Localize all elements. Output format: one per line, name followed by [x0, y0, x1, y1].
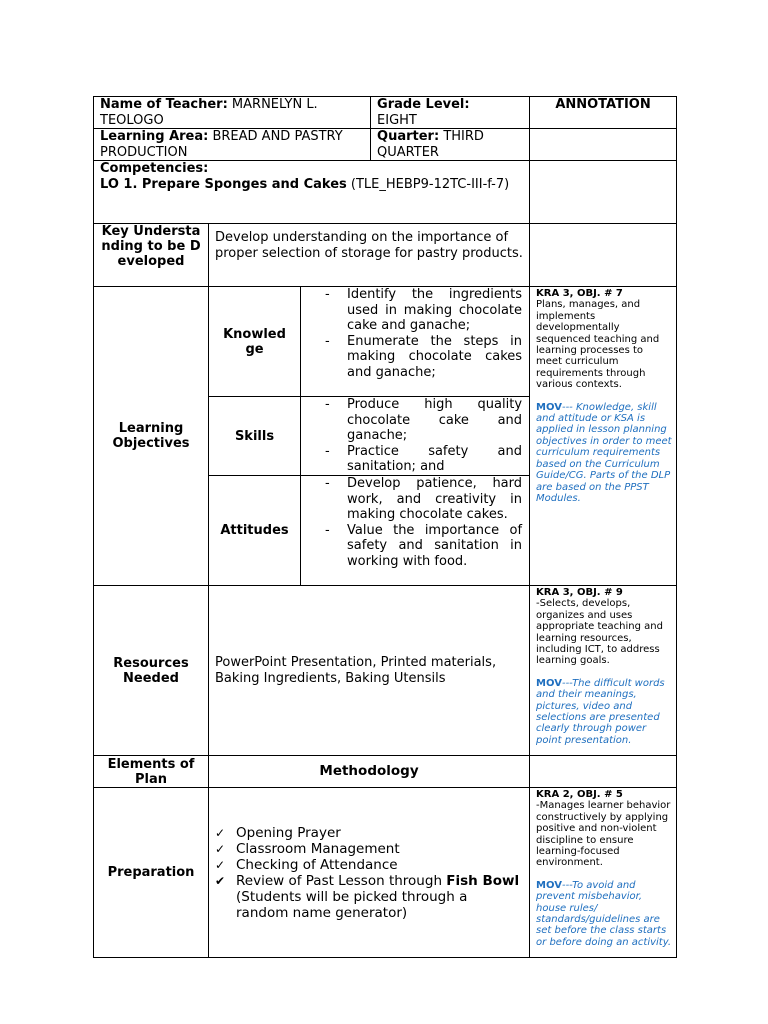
- kra-label: KRA 3, OBJ. # 7: [536, 288, 623, 299]
- lesson-plan-table: [93, 96, 677, 958]
- kra-label: KRA 2, OBJ. # 5: [536, 789, 623, 800]
- kra-description: Plans, manages, and implements developmentally sequenced teaching and learning processes to meet curriculum requirements through various contexts.: [536, 299, 660, 391]
- list-item: - Practice safety and sanitation; and: [325, 443, 523, 474]
- area-cell: [94, 129, 371, 161]
- knowledge-list: [301, 287, 522, 380]
- attitudes-label: Attitudes: [209, 476, 301, 586]
- attitudes-objectives: [301, 476, 530, 586]
- teacher-label: Name of Teacher:: [100, 97, 228, 112]
- quarter-cell: [371, 129, 530, 161]
- kra-description: -Manages learner behavior constructively by applying positive and non-violent discipline to ensure learning-focused environment.: [536, 800, 671, 869]
- mov-note: MOV---The difficult words and their meanings, pictures, video and selections are presented clearly through power point presentation.: [536, 677, 665, 746]
- elements-label: Elements of Plan: [94, 756, 209, 788]
- knowledge-objectives: [301, 287, 530, 397]
- preparation-content: [209, 788, 530, 958]
- kra-description: -Selects, develops, organizes and uses appropriate teaching and learning resources, including ICT, to address learning goals.: [536, 598, 663, 667]
- list-item: ✓ Checking of Attendance: [215, 856, 398, 873]
- methodology-header: Methodology: [209, 756, 530, 788]
- checkmark-icon: ✓: [215, 841, 226, 856]
- skills-objectives: [301, 397, 530, 476]
- dlp-document: [93, 96, 676, 958]
- annotation-empty-1: [530, 129, 677, 161]
- kra-label: KRA 3, OBJ. # 9: [536, 587, 623, 598]
- dash-bullet-icon: -: [325, 397, 330, 412]
- list-item: ✔ Review of Past Lesson through Fish Bowl (Students will be picked through a random name generator): [215, 872, 520, 921]
- competencies-cell: [94, 161, 530, 224]
- grade-cell: [371, 97, 530, 129]
- competency-lo: LO 1. Prepare Sponges and Cakes: [100, 176, 347, 192]
- teacher-value: MARNELYN L. TEOLOGO: [100, 97, 318, 128]
- dash-bullet-icon: -: [325, 443, 330, 459]
- area-value: BREAD AND PASTRY PRODUCTION: [100, 129, 343, 160]
- attitudes-list: [301, 476, 522, 569]
- mov-note: MOV--- Knowledge, skill and attitude or KSA is applied in lesson planning objectives in order to meet curriculum requirements based on the Curriculum Guide/CG. Parts of the DLP are based on the PPST Modules.: [536, 401, 672, 504]
- understanding-label: Key Understanding to be Developed: [94, 224, 209, 287]
- annotation-empty-3: [530, 224, 677, 287]
- list-item: - Produce high quality chocolate cake and ganache;: [325, 397, 523, 443]
- preparation-label: Preparation: [94, 788, 209, 958]
- quarter-value: THIRD QUARTER: [377, 129, 484, 160]
- annotation-preparation: [530, 788, 677, 958]
- annotation-empty-2: [530, 161, 677, 224]
- resources-text: PowerPoint Presentation, Printed materials, Baking Ingredients, Baking Utensils: [209, 586, 530, 756]
- mov-note: MOV---To avoid and prevent misbehavior, house rules/ standards/guidelines are set before the class starts or before doing an activity.: [536, 879, 672, 948]
- annotation-empty-4: [530, 756, 677, 788]
- competency-code: (TLE_HEBP9-12TC-III-f-7): [350, 176, 510, 192]
- list-item: - Enumerate the steps in making chocolate cakes and ganache;: [325, 333, 523, 380]
- dash-bullet-icon: -: [325, 522, 330, 538]
- dash-bullet-icon: -: [325, 287, 330, 302]
- checkmark-icon: ✓: [215, 825, 226, 840]
- competencies-label: Competencies:: [100, 161, 209, 176]
- dash-bullet-icon: -: [325, 333, 330, 349]
- annotation-header: ANNOTATION: [530, 97, 677, 129]
- teacher-cell: [94, 97, 371, 129]
- grade-value: EIGHT: [377, 112, 417, 128]
- list-item: - Develop patience, hard work, and creativity in making chocolate cakes.: [325, 476, 523, 522]
- skills-list: [301, 397, 522, 475]
- resources-label: Resources Needed: [94, 586, 209, 756]
- list-item: ✓ Classroom Management: [215, 840, 400, 857]
- list-item: ✓ Opening Prayer: [215, 824, 341, 841]
- list-item: - Value the importance of safety and sanitation in working with food.: [325, 522, 523, 569]
- dash-bullet-icon: -: [325, 476, 330, 491]
- preparation-checklist: [209, 825, 523, 921]
- area-label: Learning Area:: [100, 129, 209, 144]
- quarter-label: Quarter:: [377, 129, 440, 144]
- skills-label: Skills: [209, 397, 301, 476]
- understanding-text: Develop understanding on the importance of proper selection of storage for pastry products.: [209, 224, 530, 287]
- grade-label: Grade Level:: [377, 97, 470, 112]
- annotation-resources: [530, 586, 677, 756]
- objectives-label: Learning Objectives: [94, 287, 209, 586]
- checkmark-icon: ✓: [215, 857, 226, 872]
- list-item: - Identify the ingredients used in making chocolate cake and ganache;: [325, 287, 523, 333]
- knowledge-label: Knowledge: [209, 287, 301, 397]
- annotation-objectives: [530, 287, 677, 586]
- checkmark-icon: ✔: [215, 873, 226, 888]
